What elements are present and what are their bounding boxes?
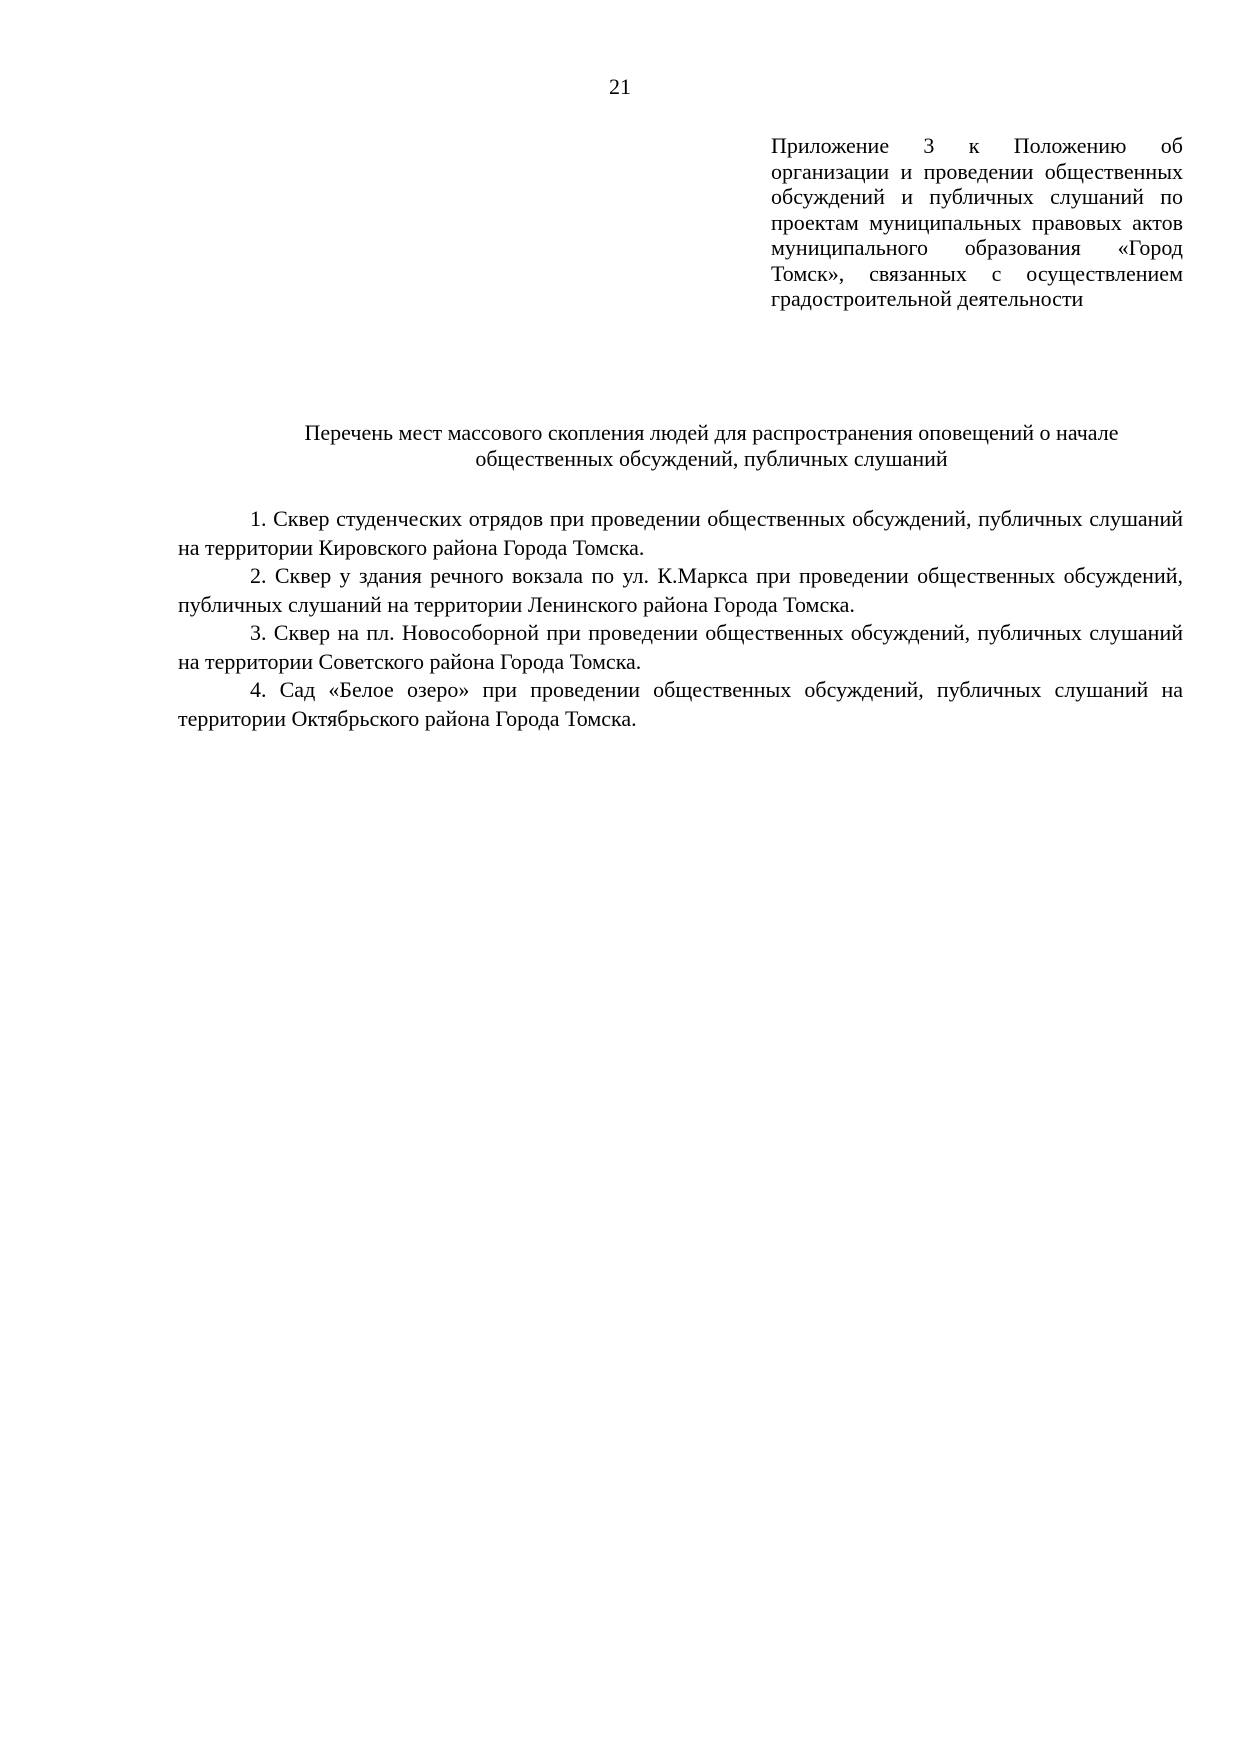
list-item: 3. Сквер на пл. Новособорной при проведении общественных обсуждений, публичных слушаний на территории Советского района Города Томска. <box>178 620 1183 674</box>
page-number: 21 <box>609 74 631 99</box>
list-item: 1. Сквер студенческих отрядов при проведении общественных обсуждений, публичных слушаний на территории Кировского района Города Томска. <box>178 506 1183 560</box>
list-title: Перечень мест массового скопления людей для распространения оповещений о начале общественных обсуждений, публичных слушаний <box>304 420 1119 471</box>
locations-list <box>178 505 1183 733</box>
list-item: 2. Сквер у здания речного вокзала по ул. К.Маркса при проведении общественных обсуждений, публичных слушаний на территории Ленинского района Города Томска. <box>178 563 1183 617</box>
appendix-note: Приложение 3 к Положению об организации и проведении общественных обсуждений и публичных слушаний по проектам муниципальных правовых актов муниципального образования «Город Томск», связанных с осуществлением градостроительной деятельности <box>771 133 1183 311</box>
list-item: 4. Сад «Белое озеро» при проведении общественных обсуждений, публичных слушаний на территории Октябрьского района Города Томска. <box>178 677 1183 731</box>
